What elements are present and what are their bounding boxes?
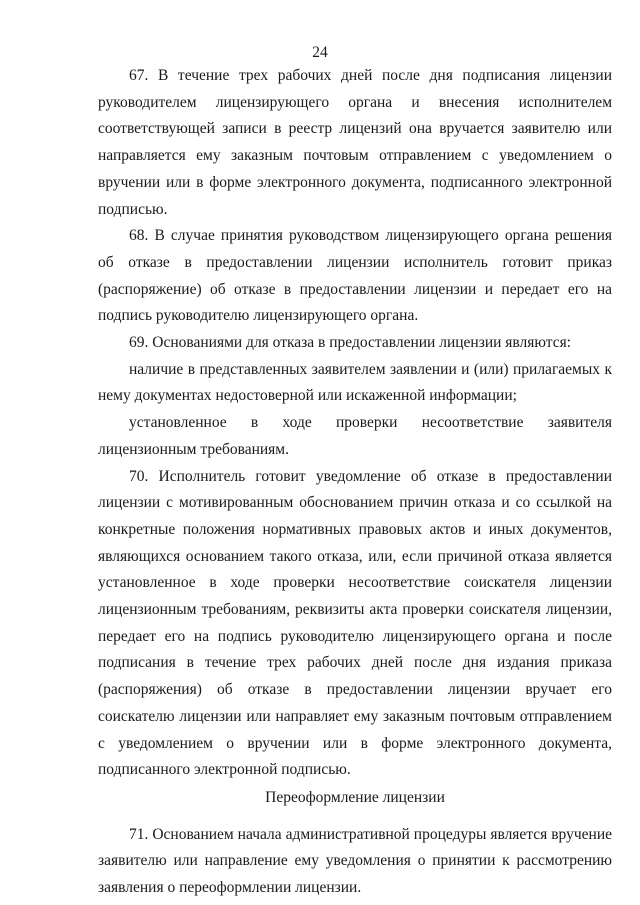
paragraph-68: 68. В случае принятия руководством лицензирующего органа решения об отказе в предоставлении лицензии исполнитель готовит приказ (распоряжение) об отказе в предоставлении лицензии и передает его на подпись руководителю лицензирующего органа. — [98, 227, 612, 325]
paragraph-71: 71. Основанием начала административной процедуры является вручение заявителю или направление ему уведомления о принятии к рассмотрению заявления о переоформлении лицензии. — [98, 825, 612, 897]
paragraph-69-item-2: установленное в ходе проверки несоответствие заявителя лицензионным требованиям. — [98, 414, 612, 458]
paragraph-70: 70. Исполнитель готовит уведомление об отказе в предоставлении лицензии с мотивированным обоснованием причин отказа и со ссылкой на конкретные положения нормативных правовых актов и иных документов, являющихся основанием такого отказа, или, если причиной отказа является установленное в ходе проверки несоответствие соискателя лицензии лицензионным требованиям, реквизиты акта проверки соискателя лицензии, передает его на подпись руководителю лицензирующего органа и после подписания в течение трех рабочих дней после дня издания приказа (распоряжения) об отказе в предоставлении лицензии вручает его соискателю лицензии или направляет ему заказным почтовым отправлением с уведомлением о вручении или в форме электронного документа, подписанного электронной подписью. — [98, 467, 612, 779]
page-number: 24 — [312, 44, 328, 61]
document-body — [98, 63, 612, 902]
section-heading: Переоформление лицензии — [265, 788, 445, 806]
paragraph-69: 69. Основаниями для отказа в предоставлении лицензии являются: — [129, 334, 572, 352]
paragraph-67: 67. В течение трех рабочих дней после дня подписания лицензии руководителем лицензирующего органа и внесения исполнителем соответствующей записи в реестр лицензий она вручается заявителю или направляется ему заказным почтовым отправлением с уведомлением о вручении или в форме электронного документа, подписанного электронной подписью. — [98, 67, 612, 218]
paragraph-69-item-1: наличие в представленных заявителем заявлении и (или) прилагаемых к нему документах недостоверной или искаженной информации; — [98, 360, 612, 405]
